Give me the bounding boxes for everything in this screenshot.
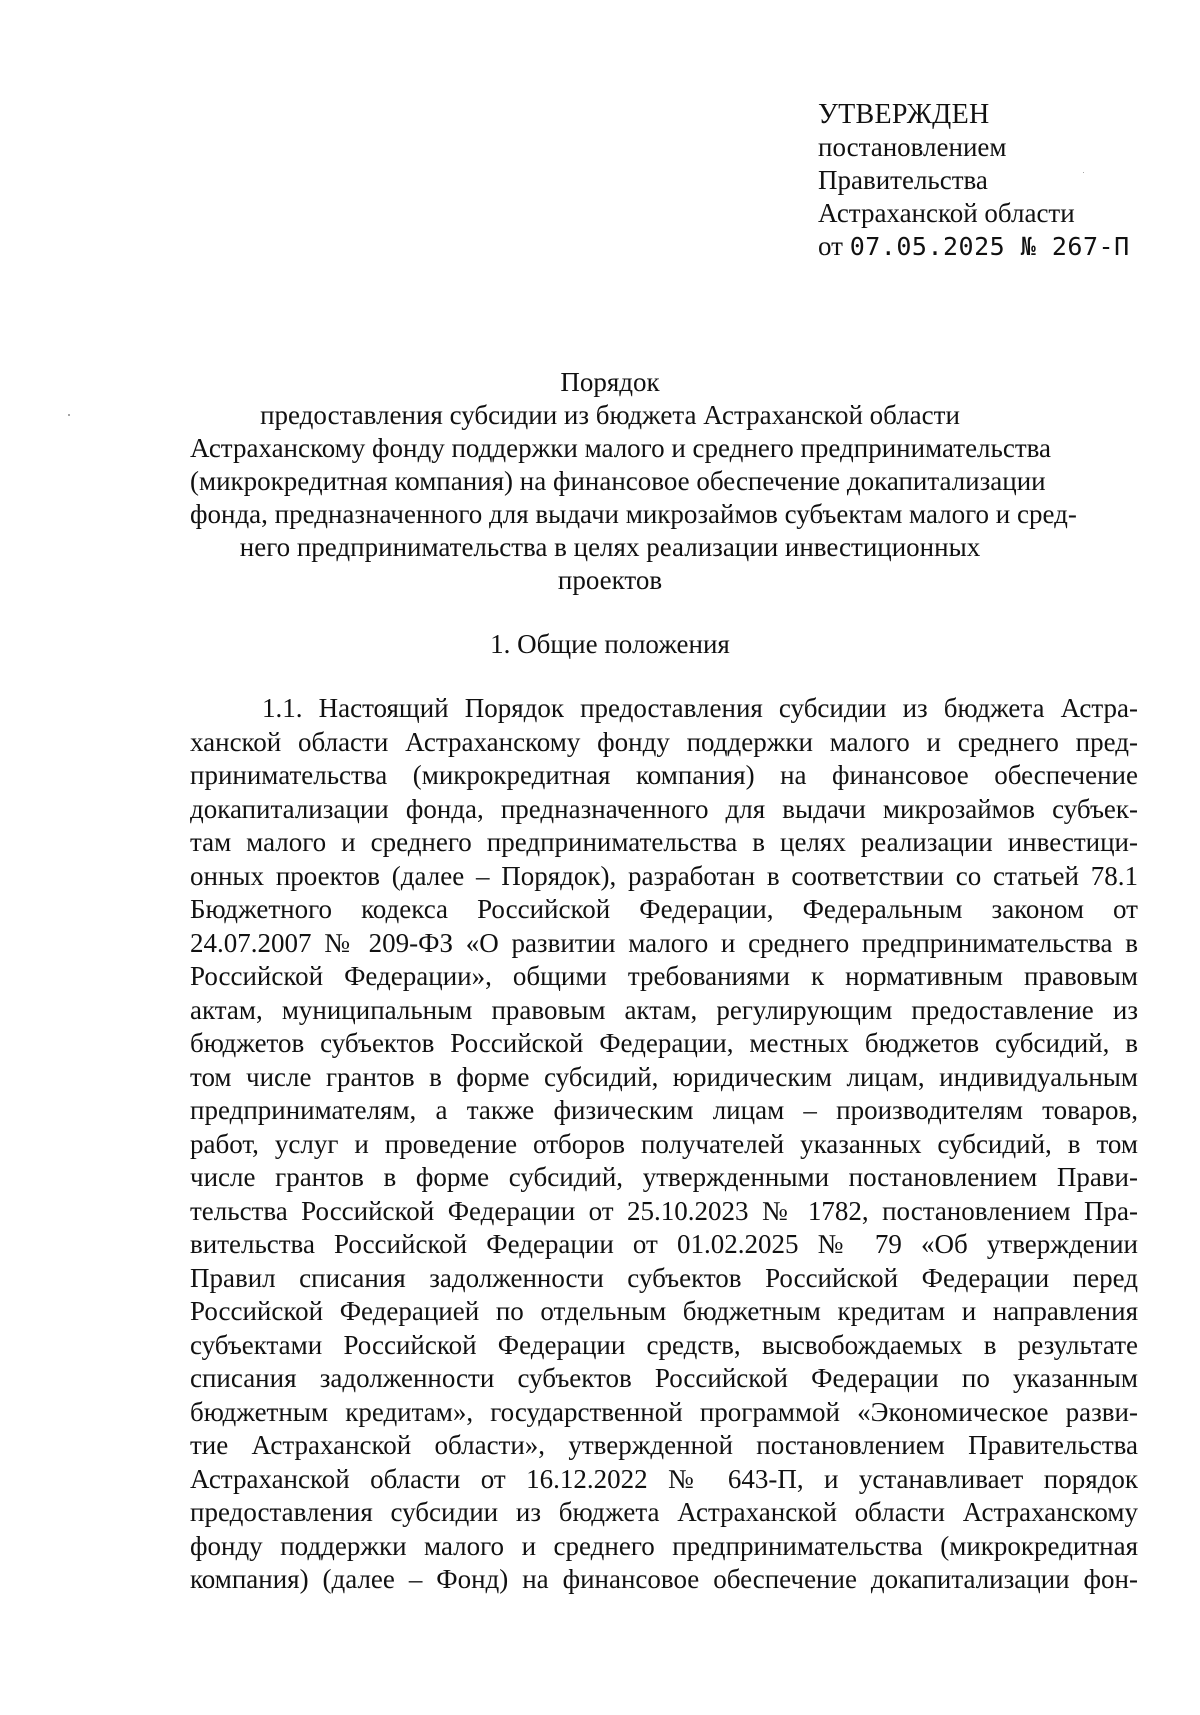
- title-line: Астраханскому фонду поддержки малого и среднего предпринимательства: [190, 433, 1051, 463]
- approval-line-2: Правительства: [818, 165, 988, 195]
- body-line: докапитализации фонда, предназначенного для выдачи микрозаймов субъек-: [190, 793, 1138, 824]
- body-line: списания задолженности субъектов Российской Федерации по указанным: [190, 1363, 1138, 1393]
- body-paragraph: [190, 692, 1138, 1597]
- title-line: фонда, предназначенного для выдачи микрозаймов субъектам малого и сред-: [190, 499, 1077, 529]
- title-line: проектов: [557, 565, 663, 595]
- body-line: Правил списания задолженности субъектов Российской Федерации перед: [190, 1262, 1138, 1293]
- body-line: тельства Российской Федерации от 25.10.2023 № 1782, постановлением Пра-: [190, 1195, 1138, 1226]
- body-line: субъектами Российской Федерации средств, высвобождаемых в результате: [190, 1329, 1138, 1360]
- approval-line-3: Астраханской области: [818, 198, 1075, 228]
- body-line: там малого и среднего предпринимательства в целях реализации инвестици-: [190, 827, 1138, 857]
- body-line: предпринимателям, а также физическим лицам – производителям товаров,: [190, 1095, 1138, 1125]
- body-line: 1.1. Настоящий Порядок предоставления субсидии из бюджета Астра-: [262, 693, 1138, 723]
- body-line: ханской области Астраханскому фонду поддержки малого и среднего пред-: [190, 726, 1138, 757]
- body-line: Астраханской области от 16.12.2022 № 643-П, и устанавливает порядок: [190, 1463, 1138, 1494]
- body-line: Бюджетного кодекса Российской Федерации, Федеральным законом от: [190, 894, 1138, 924]
- body-line: Российской Федерацией по отдельным бюджетным кредитам и направления: [190, 1296, 1138, 1326]
- title-line: (микрокредитная компания) на финансовое обеспечение докапитализации: [190, 466, 1046, 496]
- body-line: работ, услуг и проведение отборов получателей указанных субсидий, в том: [190, 1128, 1138, 1159]
- approval-date-line: [818, 230, 1158, 263]
- body-line: тие Астраханской области», утвержденной постановлением Правительства: [190, 1430, 1138, 1460]
- title-line: него предпринимательства в целях реализации инвестиционных: [239, 532, 981, 562]
- body-line: актам, муниципальным правовым актам, регулирующим предоставление из: [190, 994, 1138, 1025]
- title-line: Порядок: [560, 367, 660, 397]
- body-line: числе грантов в форме субсидий, утвержденными постановлением Прави-: [190, 1162, 1138, 1192]
- body-line: фонду поддержки малого и среднего предпринимательства (микрокредитная: [190, 1530, 1138, 1561]
- title-line: предоставления субсидии из бюджета Астраханской области: [260, 400, 960, 430]
- body-line: принимательства (микрокредитная компания) на финансовое обеспечение: [190, 760, 1138, 790]
- body-line: Российской Федерации», общими требованиями к нормативным правовым: [190, 961, 1138, 991]
- approval-date-prefix: от: [818, 231, 843, 261]
- body-line: онных проектов (далее – Порядок), разработан в соответствии со статьей 78.1: [190, 860, 1138, 891]
- body-line: 24.07.2007 № 209-ФЗ «О развитии малого и среднего предпринимательства в: [190, 927, 1138, 958]
- approval-date-number: 07.05.2025 № 267-П: [849, 232, 1130, 261]
- body-line: вительства Российской Федерации от 01.02.2025 № 79 «Об утверждении: [190, 1229, 1138, 1259]
- section-heading: 1. Общие положения: [490, 629, 730, 659]
- body-line: бюджетным кредитам», государственной программой «Экономическое разви-: [190, 1396, 1138, 1427]
- body-line: бюджетов субъектов Российской Федерации, местных бюджетов субсидий, в: [190, 1028, 1138, 1058]
- approval-title: УТВЕРЖДЕН: [818, 99, 990, 130]
- document-title: [190, 366, 1077, 597]
- body-line: предоставления субсидии из бюджета Астраханской области Астраханскому: [190, 1497, 1138, 1527]
- body-line: том числе грантов в форме субсидий, юридическим лицам, индивидуальным: [190, 1061, 1138, 1092]
- approval-stamp: [818, 98, 1158, 263]
- scan-speck: [68, 414, 70, 416]
- body-line: компания) (далее – Фонд) на финансовое обеспечение докапитализации фон-: [190, 1564, 1138, 1594]
- approval-line-1: постановлением: [818, 132, 1007, 162]
